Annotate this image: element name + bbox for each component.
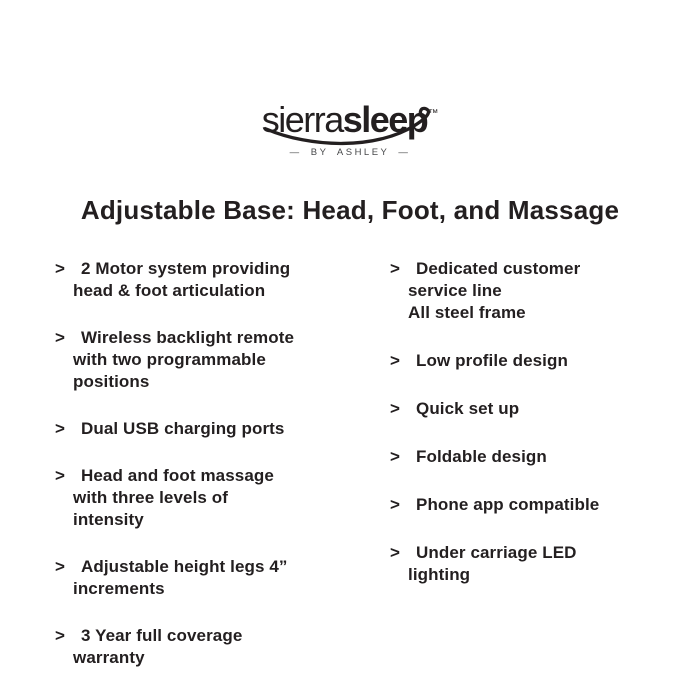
brand-wordmark <box>262 97 439 140</box>
chevron-bullet: > <box>390 399 400 418</box>
feature-line: Low profile design <box>416 351 568 370</box>
feature-line: positions <box>73 372 150 391</box>
feature-item-motor-system <box>55 258 383 302</box>
feature-item-led-lighting <box>390 542 690 586</box>
feature-line: Wireless backlight remote <box>81 328 295 347</box>
feature-item-wireless-remote <box>55 327 383 393</box>
brand-logo <box>0 97 700 158</box>
chevron-bullet: > <box>55 259 65 278</box>
chevron-bullet: > <box>55 419 65 438</box>
feature-line: Adjustable height legs 4” <box>81 557 288 576</box>
feature-item-quick-setup <box>390 398 690 420</box>
feature-line: with two programmable <box>73 350 266 369</box>
feature-item-warranty <box>55 625 383 669</box>
feature-line: Dedicated customer <box>416 259 581 278</box>
chevron-bullet: > <box>55 557 65 576</box>
feature-line: warranty <box>73 648 145 667</box>
feature-line: increments <box>73 579 165 598</box>
feature-line: Head and foot massage <box>81 466 274 485</box>
feature-item-height-legs <box>55 556 383 600</box>
chevron-bullet: > <box>390 495 400 514</box>
feature-item-usb-ports <box>55 418 383 440</box>
chevron-bullet: > <box>55 328 65 347</box>
features-left-column <box>55 258 383 694</box>
feature-line: lighting <box>408 565 471 584</box>
feature-item-customer-service <box>390 258 690 324</box>
feature-line: 2 Motor system providing <box>81 259 291 278</box>
feature-item-phone-app <box>390 494 690 516</box>
chevron-bullet: > <box>390 447 400 466</box>
chevron-bullet: > <box>390 259 400 278</box>
byline-by-ashley: — BY ASHLEY — <box>289 147 411 158</box>
feature-line: All steel frame <box>408 303 526 322</box>
feature-item-massage <box>55 465 383 531</box>
brand-name-sierra: sierra <box>261 99 343 140</box>
feature-line: head & foot articulation <box>73 281 266 300</box>
feature-line: 3 Year full coverage <box>81 626 243 645</box>
feature-line: Under carriage LED <box>416 543 577 562</box>
brand-name-sleep: sleep <box>342 99 428 140</box>
page-title: Adjustable Base: Head, Foot, and Massage <box>80 195 620 225</box>
feature-line: Phone app compatible <box>416 495 600 514</box>
feature-line: Foldable design <box>416 447 547 466</box>
chevron-bullet: > <box>55 466 65 485</box>
trademark-symbol: ™ <box>428 108 439 119</box>
feature-item-low-profile <box>390 350 690 372</box>
feature-line: intensity <box>73 510 144 529</box>
chevron-bullet: > <box>390 351 400 370</box>
feature-line: service line <box>408 281 502 300</box>
feature-line: Dual USB charging ports <box>81 419 285 438</box>
feature-line: with three levels of <box>73 488 229 507</box>
features-right-column <box>390 258 690 612</box>
chevron-bullet: > <box>390 543 400 562</box>
feature-line: Quick set up <box>416 399 520 418</box>
feature-item-foldable <box>390 446 690 468</box>
chevron-bullet: > <box>55 626 65 645</box>
